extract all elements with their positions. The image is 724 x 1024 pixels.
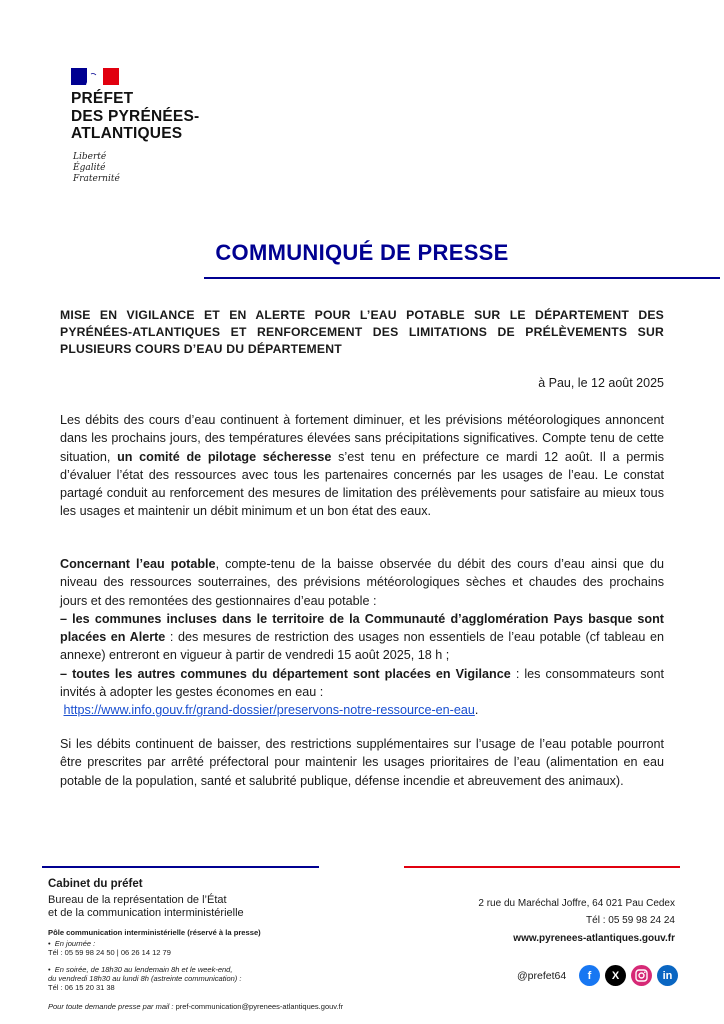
cabinet-title: Cabinet du préfet (48, 878, 143, 890)
linkedin-icon[interactable]: in (657, 965, 678, 986)
devise: Liberté Égalité Fraternité (73, 152, 120, 184)
prefecture-website[interactable]: www.pyrenees-atlantiques.gouv.fr (513, 933, 675, 944)
contact-journee: • En journée : Tél : 05 59 98 24 50 | 06 26 14 12 79 (48, 939, 171, 958)
marianne-icon (82, 68, 108, 85)
pole-communication: Pôle communication interministérielle (réservé à la presse) (48, 928, 261, 937)
x-icon[interactable]: X (605, 965, 626, 986)
prefecture-address: 2 rue du Maréchal Joffre, 64 021 Pau Cedex (478, 898, 675, 909)
social-handle: @prefet64 (517, 970, 567, 982)
instagram-icon[interactable] (631, 965, 652, 986)
footer-rule-blue (42, 866, 319, 868)
footer-rule-red (404, 866, 680, 868)
press-subject: MISE EN VIGILANCE ET EN ALERTE POUR L’EAU POTABLE SUR LE DÉPARTEMENT DES PYRÉNÉES-ATLANTIQUES ET RENFORCEMENT DES LIMITATIONS DE PRÉLÈVEMENTS SUR PLUSIEURS COURS D’EAU DU DÉPARTEMENT (60, 308, 664, 356)
cabinet-bureau: Bureau de la représentation de l’État et de la communication interministérielle (48, 894, 244, 919)
contact-astreinte: • En soirée, de 18h30 au lendemain 8h et le week-end, du vendredi 18h30 au lundi 8h (astreinte communication) : Tél : 06 15 20 31 38 (48, 965, 242, 993)
page-title: COMMUNIQUÉ DE PRESSE (215, 240, 509, 265)
press-date: à Pau, le 12 août 2025 (538, 376, 664, 390)
paragraph-eau-potable: Concernant l’eau potable, compte-tenu de la baisse observée du débit des cours d’eau ainsi que du niveau des ressources souterraines, des prévisions météorologiques sèches et chaudes des prochains jours et des remontées des gestionnaires d’eau potable : – les communes incluses dans le territoire de la Communauté d’agglomération Pays basque sont placées en Alerte : des mesures de restriction des usages non essentiels de l’eau potable (cf tableau en annexe) entreront en vigueur à partir de vendredi 15 août 2025, 18 h ; – toutes les autres communes du département sont placées en Vigilance : les consommateurs sont invités à adopter les gestes économes en eau : https://www.info.gouv.fr/grand-dossier/preservons-notre-ressource-en-eau. (60, 557, 664, 718)
paragraph-restrictions: Si les débits continuent de baisser, des restrictions supplémentaires sur l’usage de l’eau potable pourront être prescrites par arrêté préfectoral pour maintenir les usages prioritaires de l’eau (alimentation en eau potable de la population, santé et salubrité publique, défense incendie et abreuvement des animaux). (60, 737, 664, 788)
prefecture-tel: Tél : 05 59 98 24 24 (586, 915, 675, 926)
paragraph-intro: Les débits des cours d’eau continuent à fortement diminuer, et les prévisions météorologiques annoncent dans les prochains jours, des températures élevées sans précipitations significatives. Compte tenu de cette situation, un comité de pilotage sécheresse s’est tenu en préfecture ce mardi 12 août. Il a permis d’évaluer l’état des ressources avec tous les partenaires concernés par les usages de l’eau. Le constat partagé conduit au renforcement des mesures de limitation des prélèvements pour satisfaire au mieux tous les usages et maintenir un débit minimum et un bon état des eaux. (60, 413, 664, 519)
info-gouv-link[interactable]: https://www.info.gouv.fr/grand-dossier/preservons-notre-ressource-en-eau (63, 703, 475, 718)
contact-mail: Pour toute demande presse par mail : pref-communication@pyrenees-atlantiques.gouv.fr (48, 1002, 344, 1011)
facebook-icon[interactable]: f (579, 965, 600, 986)
prefet-name: PRÉFET DES PYRÉNÉES- ATLANTIQUES (71, 90, 200, 142)
title-rule (204, 277, 720, 279)
